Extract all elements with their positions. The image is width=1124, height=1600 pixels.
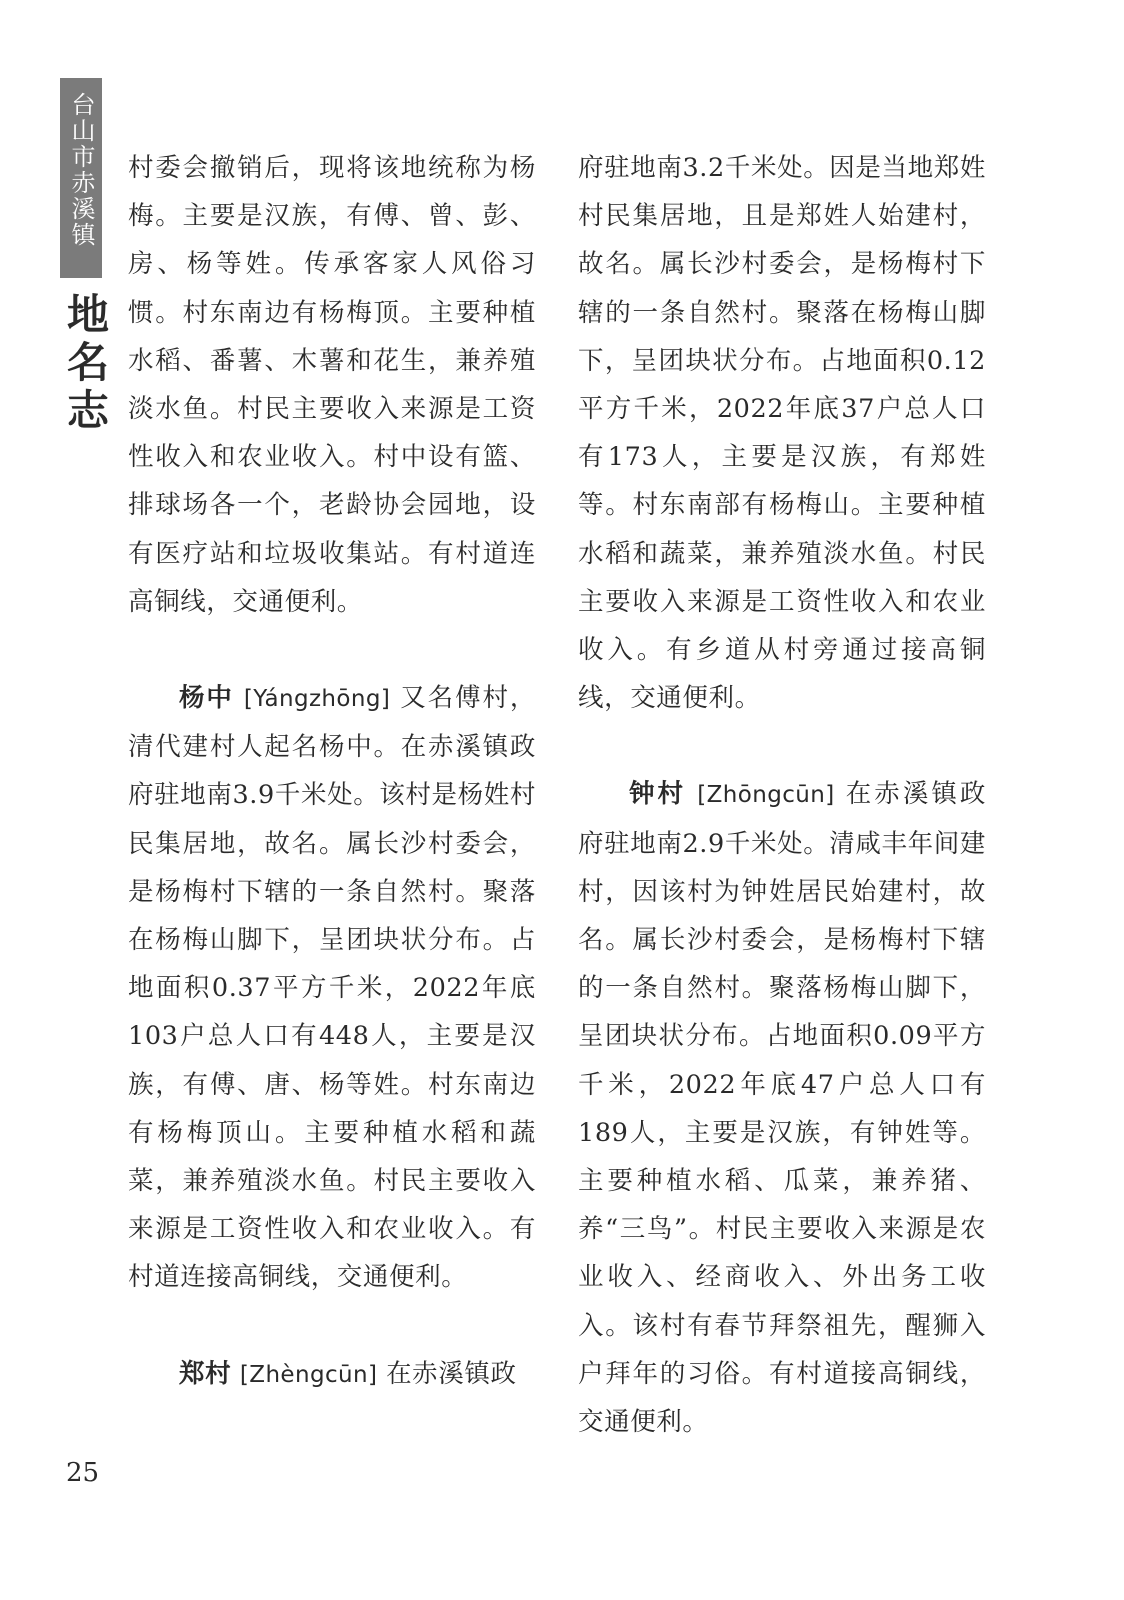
right-column — [578, 144, 986, 1446]
entry-body: 在赤溪镇政 — [386, 1358, 517, 1389]
entry-pinyin: [Zhōngcūn] — [697, 782, 835, 809]
side-title: 地名志 — [61, 292, 110, 436]
entry-pinyin: [Zhèngcūn] — [239, 1361, 378, 1388]
side-band-text: 台山市赤溪镇 — [67, 92, 95, 248]
entry-zhengcun — [128, 1350, 536, 1399]
entry-body: 在赤溪镇政府驻地南2.9千米处。清咸丰年间建村，因该村为钟姓居民始建村，故名。属长沙村委会，是杨梅村下辖的一条自然村。聚落杨梅山脚下，呈团块状分布。占地面积0.09平方千米，2022年底47户总人口有189人，主要是汉族，有钟姓等。主要种植水稻、瓜菜，兼养猪、养“三鸟”。村民主要收入来源是农业收入、经商收入、外出务工收入。该村有春节拜祭祖先，醒狮入户拜年的习俗。有村道接高铜线，交通便利。 — [578, 779, 986, 1438]
entry-pinyin: [Yángzhōng] — [243, 686, 391, 713]
entry-zhongcun — [578, 770, 986, 1446]
paragraph-gap — [578, 722, 986, 770]
paragraph-gap — [128, 626, 536, 674]
left-column — [128, 144, 536, 1399]
entry-name: 郑村 — [179, 1358, 232, 1389]
left-continuation-paragraph: 村委会撤销后，现将该地统称为杨梅。主要是汉族，有傅、曾、彭、房、杨等姓。传承客家人风俗习惯。村东南边有杨梅顶。主要种植水稻、番薯、木薯和花生，兼养殖淡水鱼。村民主要收入来源是工资性收入和农业收入。村中设有篮、排球场各一个，老龄协会园地，设有医疗站和垃圾收集站。有村道连高铜线，交通便利。 — [128, 153, 536, 617]
entry-name: 钟村 — [629, 779, 687, 810]
entry-name: 杨中 — [179, 683, 234, 714]
page-number: 25 — [66, 1458, 100, 1488]
entry-yangzhong — [128, 674, 536, 1302]
right-continuation-paragraph: 府驻地南3.2千米处。因是当地郑姓村民集居地，且是郑姓人始建村，故名。属长沙村委会，是杨梅村下辖的一条自然村。聚落在杨梅山脚下，呈团块状分布。占地面积0.12平方千米，2022年底37户总人口有173人，主要是汉族，有郑姓等。村东南部有杨梅山。主要种植水稻和蔬菜，兼养殖淡水鱼。村民主要收入来源是工资性收入和农业收入。有乡道从村旁通过接高铜线，交通便利。 — [578, 153, 986, 714]
paragraph-gap — [128, 1302, 536, 1350]
side-band — [60, 78, 102, 278]
entry-body: 又名傅村，清代建村人起名杨中。在赤溪镇政府驻地南3.9千米处。该村是杨姓村民集居地，故名。属长沙村委会，是杨梅村下辖的一条自然村。聚落在杨梅山脚下，呈团块状分布。占地面积0.37平方千米，2022年底103户总人口有448人，主要是汉族，有傅、唐、杨等姓。村东南边有杨梅顶山。主要种植水稻和蔬菜，兼养殖淡水鱼。村民主要收入来源是工资性收入和农业收入。有村道连接高铜线，交通便利。 — [128, 683, 536, 1293]
